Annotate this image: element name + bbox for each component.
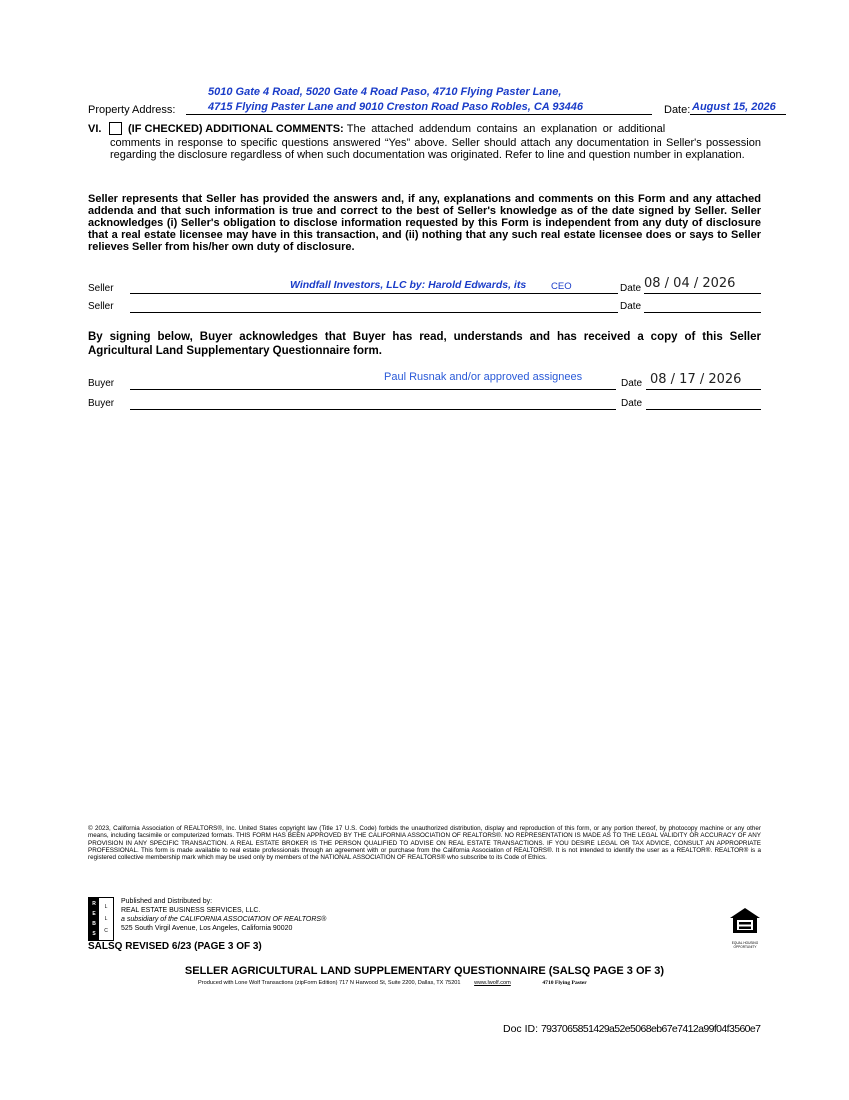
buyer-2-date-label: Date bbox=[621, 398, 643, 409]
form-title: SELLER AGRICULTURAL LAND SUPPLEMENTARY QUESTIONNAIRE (SALSQ PAGE 3 OF 3) bbox=[184, 965, 665, 977]
header-date-value[interactable]: August 15, 2026 bbox=[692, 101, 776, 113]
buyer-1-date-line bbox=[646, 389, 761, 390]
section-vi-first-line bbox=[128, 123, 761, 135]
doc-id bbox=[503, 1023, 760, 1035]
buyer-statement: By signing below, Buyer acknowledges that Buyer has read, understands and has received a copy of this Seller Agricultural Land Supplementary Questionnaire form. bbox=[88, 331, 761, 357]
buyer-2-date-line[interactable] bbox=[646, 409, 761, 410]
address-line-1: 5010 Gate 4 Road, 5020 Gate 4 Road Paso, 4710 Flying Paster Lane, bbox=[208, 86, 562, 98]
produced-with: Produced with Lone Wolf Transactions (zipForm Edition) 717 N Harwood St, Suite 2200, Dallas, TX 75201 bbox=[198, 980, 461, 986]
rebs-letter-b: B bbox=[92, 921, 96, 927]
rebs-letter-l2: L bbox=[104, 916, 108, 922]
section-vi-heading: (IF CHECKED) ADDITIONAL COMMENTS: bbox=[128, 123, 344, 135]
seller-1-date-label: Date bbox=[620, 283, 642, 294]
seller-2-label: Seller bbox=[88, 301, 114, 312]
header-date-label: Date: bbox=[664, 104, 691, 116]
rebs-letter-s: S bbox=[92, 931, 96, 937]
buyer-1-date-value[interactable]: 08 / 17 / 2026 bbox=[650, 372, 742, 387]
seller-1-label: Seller bbox=[88, 283, 114, 294]
published-by: Published and Distributed by: bbox=[121, 898, 213, 905]
publisher-subsidiary: a subsidiary of the CALIFORNIA ASSOCIATION OF REALTORS® bbox=[121, 916, 327, 923]
header-date-underline bbox=[690, 114, 786, 115]
seller-2-date-label: Date bbox=[620, 301, 642, 312]
doc-id-label: Doc ID: bbox=[503, 1023, 539, 1035]
publisher-address: 525 South Virgil Avenue, Los Angeles, California 90020 bbox=[121, 925, 293, 932]
rebs-letter-r: R bbox=[92, 901, 96, 907]
seller-statement: Seller represents that Seller has provided the answers and, if any, explanations and comments on this Form and any attached addenda and that such information is true and correct to the best of Seller's knowledge as of the date signed by Seller. Seller acknowledges (i) Seller's obligation to disclose information requested by this Form is independent from any duty of disclosure that a real estate licensee may have in this transaction, and (ii) nothing that any such real estate licensee does or says to Seller relieves Seller from his/her own duty of disclosure. bbox=[88, 193, 761, 253]
publisher-name: REAL ESTATE BUSINESS SERVICES, LLC. bbox=[121, 907, 261, 914]
buyer-1-label: Buyer bbox=[88, 378, 115, 389]
seller-1-title[interactable]: CEO bbox=[551, 281, 572, 292]
publisher-block bbox=[121, 897, 326, 933]
rebs-logo-letters-right bbox=[101, 901, 111, 937]
seller-1-name[interactable]: Windfall Investors, LLC by: Harold Edwards, its bbox=[290, 279, 527, 291]
rebs-logo-letters bbox=[89, 899, 99, 939]
doc-id-value: 7937065851429a52e5068eb67e7412a99f04f3560e7 bbox=[540, 1023, 761, 1035]
section-vi-number: VI. bbox=[88, 123, 102, 135]
seller-1-date-line bbox=[644, 293, 761, 294]
address-line-2[interactable]: 4715 Flying Paster Lane and 9010 Creston Road Paso Robles, CA 93446 bbox=[208, 101, 583, 113]
additional-comments-checkbox[interactable] bbox=[109, 122, 122, 135]
rebs-logo bbox=[88, 897, 114, 941]
rebs-letter-l1: L bbox=[104, 904, 108, 910]
equal-housing-text: EQUAL HOUSING OPPORTUNITY bbox=[731, 941, 759, 949]
rebs-letter-c: C bbox=[104, 928, 108, 934]
section-vi-text-2: comments in response to specific questions answered “Yes” above. Seller should attach any documentation in Seller's possession regarding the disclosure regardless of when such documentation was originated. Refer to line and question number in explanation. bbox=[110, 137, 761, 161]
buyer-1-date-label: Date bbox=[621, 378, 643, 389]
seller-1-date-value[interactable]: 08 / 04 / 2026 bbox=[644, 276, 736, 291]
equal-housing-icon bbox=[727, 906, 763, 949]
seller-2-date-line[interactable] bbox=[644, 312, 761, 313]
section-vi-text-1: The attached addendum contains an explanation or additional bbox=[346, 123, 666, 135]
copyright-notice: © 2023, California Association of REALTORS®, Inc. United States copyright law (Title 17 U.S. Code) forbids the unauthorized distribution, display and reproduction of this form, or any portion thereof, by photocopy machine or any other means, including facsimile or computerized formats. THIS FORM HAS BEEN APPROVED BY THE CALIFORNIA ASSOCIATION OF REALTORS®. NO REPRESENTATION IS MADE AS TO THE LEGAL VALIDITY OR ACCURACY OF ANY PROVISION IN ANY SPECIFIC TRANSACTION. A REAL ESTATE BROKER IS THE PERSON QUALIFIED TO ADVISE ON REAL ESTATE TRANSACTIONS. IF YOU DESIRE LEGAL OR TAX ADVICE, CONSULT AN APPROPRIATE PROFESSIONAL. This form is made available to real estate professionals through an agreement with or purchase from the California Association of REALTORS®. It is not intended to identify the user as a REALTOR®. REALTOR® is a registered collective membership mark which may be used only by members of the NATIONAL ASSOCIATION OF REALTORS® who subscribe to its Code of Ethics. bbox=[88, 825, 761, 862]
rebs-letter-e: E bbox=[92, 911, 96, 917]
buyer-1-signature-line bbox=[130, 389, 616, 390]
house-icon bbox=[727, 906, 763, 936]
property-address-label: Property Address: bbox=[88, 104, 176, 116]
seller-2-signature-line[interactable] bbox=[130, 312, 618, 313]
buyer-2-label: Buyer bbox=[88, 398, 115, 409]
produced-with-line bbox=[198, 980, 587, 986]
lwolf-link[interactable]: www.lwolf.com bbox=[474, 980, 511, 986]
seller-1-signature-line bbox=[130, 293, 618, 294]
buyer-2-signature-line[interactable] bbox=[130, 409, 616, 410]
address-underline bbox=[186, 114, 652, 115]
buyer-1-name[interactable]: Paul Rusnak and/or approved assignees bbox=[384, 371, 583, 383]
file-name: 4710 Flying Paster bbox=[542, 980, 587, 986]
revision-label: SALSQ REVISED 6/23 (PAGE 3 OF 3) bbox=[88, 941, 262, 952]
